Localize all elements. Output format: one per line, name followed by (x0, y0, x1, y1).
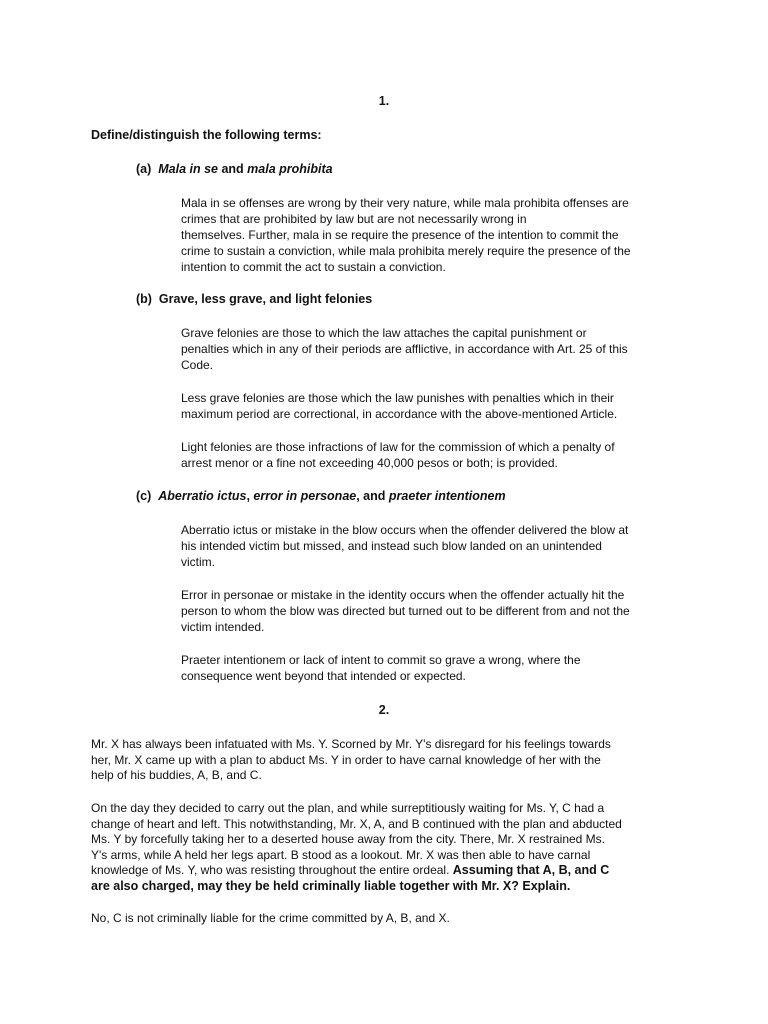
answer-line: Aberratio ictus or mistake in the blow occurs when the offender delivered the blow at (181, 523, 629, 537)
answer-line: victim intended. (181, 620, 265, 634)
answer-c-praeter (181, 652, 681, 684)
answer-c-error (181, 587, 681, 635)
question-bold: are also charged, may they be held criminally liable together with Mr. X? Explain. (91, 878, 571, 893)
answer-line: maximum period are correctional, in accordance with the above-mentioned Article. (181, 407, 618, 421)
question-bold: Assuming that A, B, and C (452, 863, 610, 877)
answer-line: Error in personae or mistake in the identity occurs when the offender actually hit the (181, 588, 625, 602)
subheading-b-title: Grave, less grave, and light felonies (158, 292, 373, 306)
answer-line: crimes that are prohibited by law but are not necessarily wrong in (181, 212, 527, 226)
answer-line: person to whom the blow was directed but turned out to be different from and not the (181, 604, 630, 618)
answer-line: penalties which in any of their periods are afflictive, in accordance with Art. 25 of this (181, 342, 628, 356)
answer-line: Mala in se offenses are wrong by their very nature, while mala prohibita offenses are (181, 196, 629, 210)
question-2-answer: No, C is not criminally liable for the crime committed by A, B, and X. (91, 911, 450, 925)
answer-line: Praeter intentionem or lack of intent to commit so grave a wrong, where the (181, 653, 581, 667)
answer-b-less-grave (181, 390, 681, 422)
answer-line: Less grave felonies are those which the law punishes with penalties which in their (181, 391, 614, 405)
answer-b-light (181, 439, 681, 471)
separator: , and (356, 489, 389, 503)
answer-line: Grave felonies are those to which the law attaches the capital punishment or (181, 326, 587, 340)
separator: , (246, 489, 254, 503)
answer-line: intention to commit the act to sustain a conviction. (181, 260, 446, 274)
subheading-a-label: (a) (136, 162, 152, 176)
answer-line: Light felonies are those infractions of law for the commission of which a penalty of (181, 440, 615, 454)
subheading-a (136, 162, 333, 176)
answer-line: consequence went beyond that intended or expected. (181, 669, 466, 683)
answer-line: crime to sustain a conviction, while mala prohibita merely require the presence of the (181, 244, 631, 258)
text-line (91, 863, 681, 879)
text-line: change of heart and left. This notwithstanding, Mr. X, A, and B continued with the plan and abducted (91, 816, 622, 831)
answer-a (181, 195, 681, 275)
term-mala-in-se: Mala in se (158, 162, 218, 176)
question-2-facts-2 (91, 801, 681, 894)
text-line: her, Mr. X came up with a plan to abduct Ms. Y in order to have carnal knowledge of her with the (91, 752, 601, 767)
text-line (91, 879, 681, 895)
text-line: Mr. X has always been infatuated with Ms. Y. Scorned by Mr. Y's disregard for his feelings towards (91, 737, 611, 751)
answer-line: victim. (181, 555, 215, 569)
question-2-facts-1 (91, 737, 681, 784)
text-plain: knowledge of Ms. Y, who was resisting throughout the entire ordeal. (91, 863, 453, 877)
subheading-b (136, 292, 372, 306)
answer-b-grave (181, 325, 681, 373)
question-number-2: 2. (378, 703, 390, 717)
term-error-in-personae: error in personae (253, 489, 357, 503)
term-praeter-intentionem: praeter intentionem (388, 489, 506, 503)
question-number-1: 1. (378, 94, 390, 108)
text-line: help of his buddies, A, B, and C. (91, 768, 262, 782)
answer-line: his intended victim but missed, and instead such blow landed on an unintended (181, 539, 602, 553)
answer-c-aberratio (181, 522, 681, 570)
answer-line: themselves. Further, mala in se require the presence of the intention to commit the (181, 228, 619, 242)
text-line: Y's arms, while A held her legs apart. B stood as a lookout. Mr. X was then able to have carnal (91, 847, 591, 862)
term-mala-prohibita: mala prohibita (247, 162, 333, 176)
text-line: Ms. Y by forcefully taking her to a deserted house away from the city. There, Mr. X restrained Ms. (91, 832, 606, 846)
question-1-heading: Define/distinguish the following terms: (91, 128, 322, 142)
term-aberratio-ictus: Aberratio ictus (158, 489, 247, 503)
text-line: On the day they decided to carry out the plan, and while surreptitiously waiting for Ms. Y, C had a (91, 801, 605, 815)
subheading-b-label: (b) (136, 292, 152, 306)
joiner-and: and (217, 162, 248, 176)
subheading-c-label: (c) (136, 489, 152, 503)
subheading-c (136, 489, 506, 503)
answer-line: arrest menor or a fine not exceeding 40,000 pesos or both; is provided. (181, 456, 558, 470)
answer-line: Code. (181, 358, 214, 372)
